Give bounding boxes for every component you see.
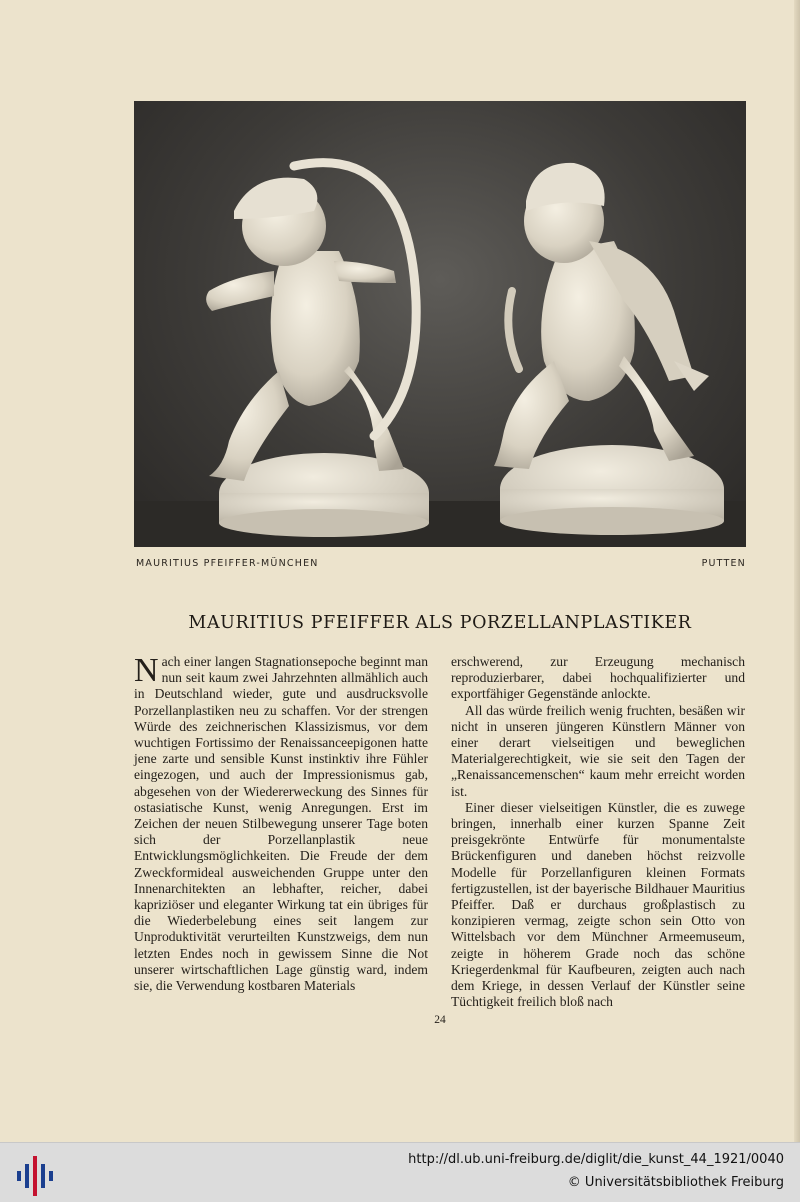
drop-cap: N [134,652,159,689]
left-putto-figure [206,163,429,537]
paragraph: erschwerend, zur Erzeugung mechanisch reproduzierbarer, dabei hochqualifizierter und exportfähiger Gegenstände anlockte. [451,654,745,702]
page-number: 24 [434,1014,446,1026]
copyright-notice: © Universitätsbibliothek Freiburg [567,1175,784,1190]
text-column-left [134,654,428,994]
permalink-url[interactable]: http://dl.ub.uni-freiburg.de/diglit/die_kunst_44_1921/0040 [408,1152,784,1167]
right-putto-figure [494,163,724,535]
paragraph: Einer dieser vielseitigen Künstler, die es zuwege bringen, innerhalb einer kurzen Spanne Zeit preisgekrönte Entwürfe für monumentalste Brückenfiguren und daneben höchst reizvolle Modelle für Porzellanfiguren kleinen Formats fertigzustellen, ist der bayerische Bildhauer Mauritius Pfeiffer. Daß er durchaus großplastisch zu konzipieren vermag, zeigte schon sein Otto von Wittelsbach vor dem Münchner Armeemuseum, zeigte in höherem Grade noch das schöne Kriegerdenkmal für Kaufbeuren, zeigten auch nach dem Kriege, in dessen Verlauf der Künstler seine Tüchtigkeit freilich bloß nach [451,799,745,1010]
plate-caption-artist: MAURITIUS PFEIFFER-MÜNCHEN [136,558,319,569]
page-edge [794,0,800,1142]
plate-caption-title: PUTTEN [701,558,746,569]
paragraph-text: ach einer langen Stagnationsepoche beginnt man nun seit kaum zwei Jahrzehnten allmählich auch in Deutschland wieder, gute und ausdrucksvolle Porzellanplastiken neu zu schaffen. Vor der strengen Würde des zeichnerischen Klassizismus, vor dem wuchtigen Fortissimo der Renaissanceepigonen hatte jene zarte und sensible Kunst instinktiv ihre Fühler eingezogen, und auch der Impressionismus gab, abgesehen von der Wiedererweckung des Sinnes für ostasiatische Kunst, wenig Anregungen. Erst im Zeichen der neuen Stilbewegung unserer Tage boten sich der Porzellanplastik neue Entwicklungsmöglichkeiten. Die Freude der dem Zweckformideal ausweichenden Gruppe unter den Innenarchitekten an lebhafter, reicher, dabei kapriziöser und eleganter Wirkung tat ein übriges für die Wiederbelebung eines seit langem zur Unproduktivität verurteilten Kunstzweigs, dem nun letzten Endes noch in gewissem Sinne die Not unserer wirtschaftlichen Lage günstig ward, indem sie, die Verwendung kostbaren Materials [134,654,428,994]
paragraph [134,654,428,994]
porcelain-putti-illustration [134,101,746,547]
viewer-footer-bar [0,1142,800,1202]
article-title: MAURITIUS PFEIFFER ALS PORZELLANPLASTIKER [188,613,692,633]
text-column-right [451,654,745,1010]
paragraph: All das würde freilich wenig fruchten, besäßen wir nicht in unseren jüngeren Künstlern Männer von einer derart vielseitigen und beweglichen Materialgerechtigkeit, wie sie seit den Tagen der „Renaissancemenschen“ kaum mehr erreicht worden ist. [451,702,745,799]
photo-plate-putten [134,101,746,547]
ub-freiburg-logo-icon[interactable] [14,1156,54,1196]
